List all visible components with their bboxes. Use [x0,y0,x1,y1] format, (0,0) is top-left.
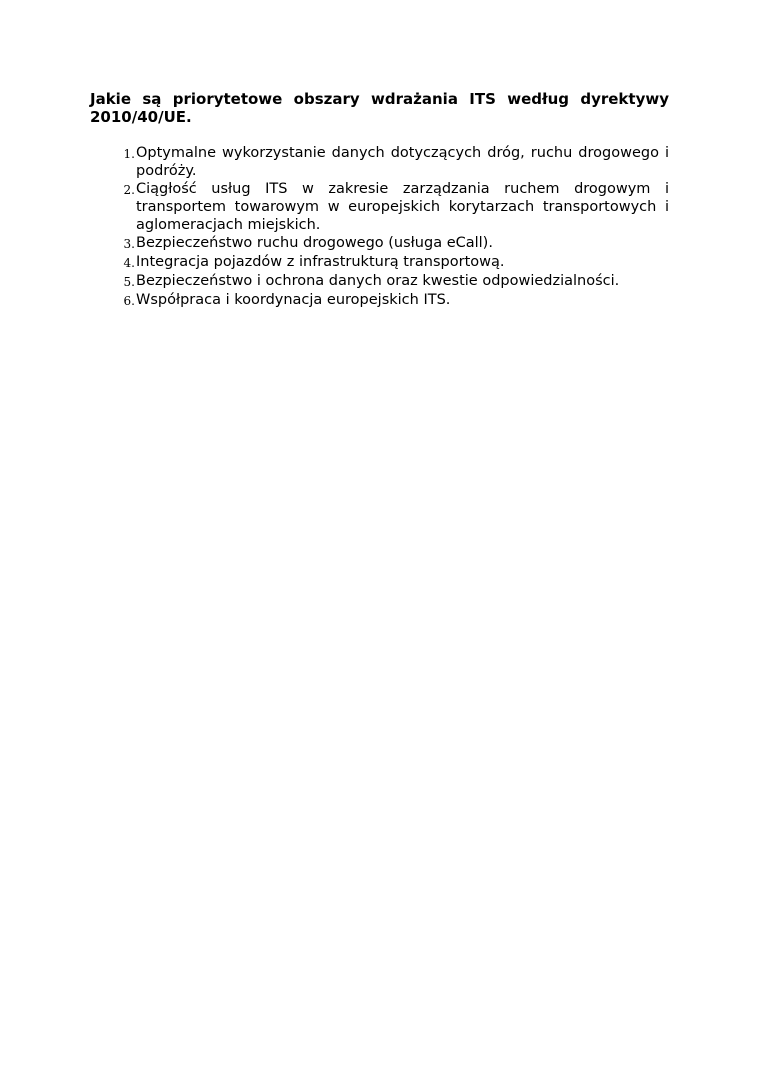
list-item [90,291,669,310]
list-item-text: Bezpieczeństwo i ochrona danych oraz kwestie odpowiedzialności. [136,273,620,289]
list-item-number: 6. [123,294,135,308]
question-heading: Jakie są priorytetowe obszary wdrażania ITS według dyrektywy 2010/40/UE. [90,90,669,126]
list-item-text: Integracja pojazdów z infrastrukturą transportową. [136,254,505,270]
list-item [90,234,669,253]
page-content [90,90,669,310]
list-item-text: Ciągłość usług ITS w zakresie zarządzania ruchem drogowym i transportem towarowym w europejskich korytarzach transportowych i aglomeracjach miejskich. [136,181,669,233]
answer-list [90,144,669,310]
list-item-text: Bezpieczeństwo ruchu drogowego (usługa eCall). [136,235,493,251]
list-item-number: 2. [123,183,135,197]
list-item [90,253,669,272]
list-item [90,180,669,234]
list-item-number: 1. [123,147,135,161]
list-item-number: 3. [123,237,135,251]
list-item-number: 4. [123,256,135,270]
list-item-text: Współpraca i koordynacja europejskich ITS. [136,292,451,308]
list-item-number: 5. [123,275,135,289]
list-item [90,144,669,180]
list-item [90,272,669,291]
list-item-text: Optymalne wykorzystanie danych dotyczących dróg, ruchu drogowego i podróży. [136,145,669,179]
